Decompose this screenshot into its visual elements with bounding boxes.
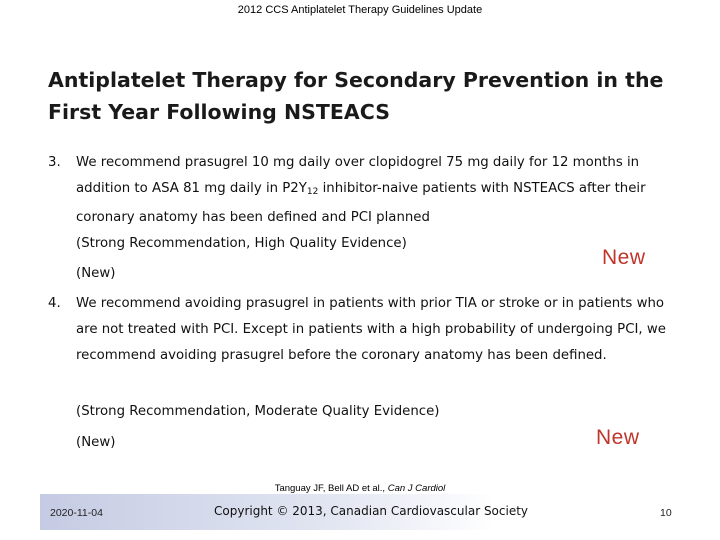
new-badge: New (602, 246, 646, 269)
recommendation-status: (New) (76, 266, 116, 281)
recommendation-3 (48, 150, 688, 230)
recommendation-text-part: We recommend prasugrel 10 mg daily over clopidogrel 75 mg daily for 12 months in addition to ASA 81 mg daily in P2Y (76, 155, 640, 196)
recommendation-status: (New) (76, 435, 116, 450)
new-badge: New (596, 426, 640, 449)
footer-copyright: Copyright © 2013, Canadian Cardiovascular Society (214, 504, 529, 518)
recommendation-4 (48, 291, 688, 401)
recommendation-text-part: inhibitor-naive patients with NSTEACS after their coronary anatomy has been defined and PCI planned (76, 181, 646, 225)
slide-header: 2012 CCS Antiplatelet Therapy Guidelines Update (237, 4, 483, 16)
footer-date: 2020-11-04 (50, 507, 103, 519)
recommendation-text (76, 150, 682, 231)
citation (0, 483, 720, 494)
slide-title (48, 64, 698, 128)
citation-journal: Can J Cardiol (387, 483, 446, 494)
slide-title-line-2: First Year Following NSTEACS (48, 100, 390, 124)
recommendation-strength: (Strong Recommendation, Moderate Quality Evidence) (76, 404, 440, 419)
recommendation-text: We recommend avoiding prasugrel in patients with prior TIA or stroke or in patients who are not treated with PCI. Except in patients with a high probability of undergoing PCI, we recommend avoiding prasugrel before the coronary anatomy has been defined. (76, 296, 666, 363)
citation-authors: Tanguay JF, Bell AD et al., (274, 483, 388, 494)
recommendation-strength: (Strong Recommendation, High Quality Evidence) (76, 236, 407, 251)
recommendation-number: 4. (48, 296, 61, 311)
page-number: 10 (660, 507, 672, 519)
recommendation-subscript: 12 (306, 187, 319, 197)
slide-title-line-1: Antiplatelet Therapy for Secondary Prevention in the (48, 68, 664, 92)
recommendation-number: 3. (48, 155, 61, 170)
